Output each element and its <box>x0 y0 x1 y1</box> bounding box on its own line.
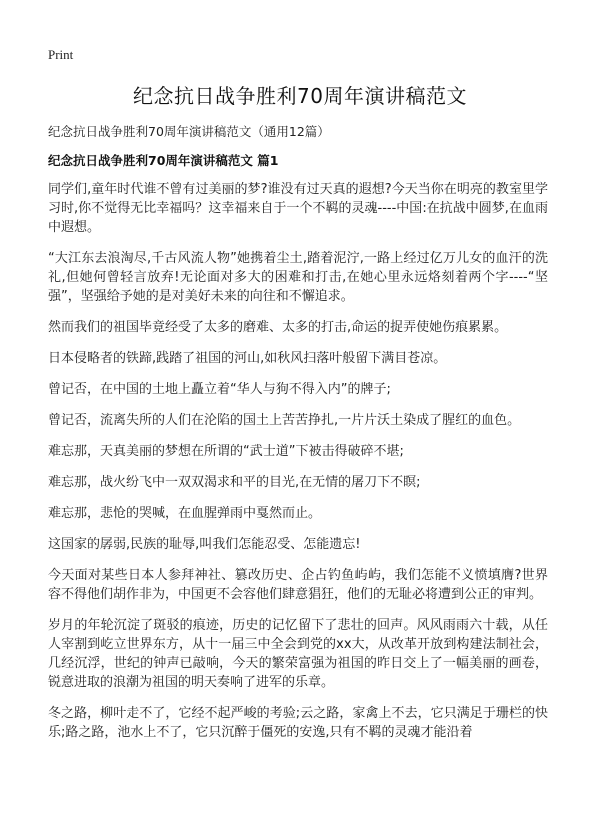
article-body <box>48 180 548 754</box>
print-link[interactable]: Print <box>48 47 74 62</box>
paragraph: 然而我们的祖国毕竟经受了太多的磨难、太多的打击,命运的捉弄使她伤痕累累。 <box>48 320 508 335</box>
paragraph: 难忘那，战火纷飞中一双双渴求和平的目光,在无情的屠刀下不瞑; <box>48 475 421 490</box>
paragraph: 难忘那，天真美丽的梦想在所谓的“武士道”下被击得破碎不堪; <box>48 444 404 459</box>
paragraph: 今天面对某些日本人参拜神社、篡改历史、企占钓鱼屿屿，我们怎能不义愤填膺?世界容不得他们胡作非为，中国更不会容他们肆意猖狂，他们的无耻必将遭到公正的审判。 <box>48 568 548 602</box>
paragraph: 这国家的孱弱,民族的耻辱,叫我们怎能忍受、怎能遗忘! <box>48 537 361 552</box>
paragraph: “大江东去浪淘尽,千古风流人物”她携着尘土,踏着泥泞,一路上经过亿万儿女的血汗的洗礼,但她何曾轻言放弃!无论面对多大的困难和打击,在她心里永远烙刻着两个字----“坚强”，坚强给予她的是对美好未来的向往和不懈追求。 <box>48 251 548 304</box>
paragraph: 曾记否，流离失所的人们在沦陷的国土上苦苦挣扎,一片片沃土染成了腥红的血色。 <box>48 413 521 428</box>
paragraph: 岁月的年轮沉淀了斑驳的痕迹，历史的记忆留下了悲壮的回声。风风雨雨六十载，从任人宰割到屹立世界东方，从十一届三中全会到党的xx大，从改革开放到构建法制社会，几经沉浮，世纪的钟声已敲响，今天的繁荣富强为祖国的昨日交上了一幅美丽的画卷，锐意进取的浪潮为祖国的明天奏响了进军的乐章。 <box>48 618 548 690</box>
page-title: 纪念抗日战争胜利70周年演讲稿范文 <box>133 84 467 108</box>
document-subtitle: 纪念抗日战争胜利70周年演讲稿范文（通用12篇） <box>48 124 330 139</box>
paragraph: 曾记否，在中国的土地上矗立着“华人与狗不得入内”的牌子; <box>48 382 391 397</box>
paragraph: 同学们,童年时代谁不曾有过美丽的梦?谁没有过天真的遐想?今天当你在明亮的教室里学习时,你不觉得无比幸福吗？这幸福来自于一个不羁的灵魂----中国:在抗战中圆梦,在血雨中遐想。 <box>48 182 548 235</box>
section-heading: 纪念抗日战争胜利70周年演讲稿范文 篇1 <box>48 153 279 168</box>
paragraph: 冬之路，柳叶走不了，它经不起严峻的考验;云之路，家禽上不去，它只满足于珊栏的快乐;路之路，池水上不了，它只沉醉于僵死的安逸,只有不羁的灵魂才能沿着 <box>48 706 548 740</box>
paragraph: 难忘那，悲怆的哭喊，在血腥弹雨中戛然而止。 <box>48 506 322 521</box>
paragraph: 日本侵略者的铁蹄,践踏了祖国的河山,如秋风扫落叶般留下满目苍凉。 <box>48 351 447 366</box>
